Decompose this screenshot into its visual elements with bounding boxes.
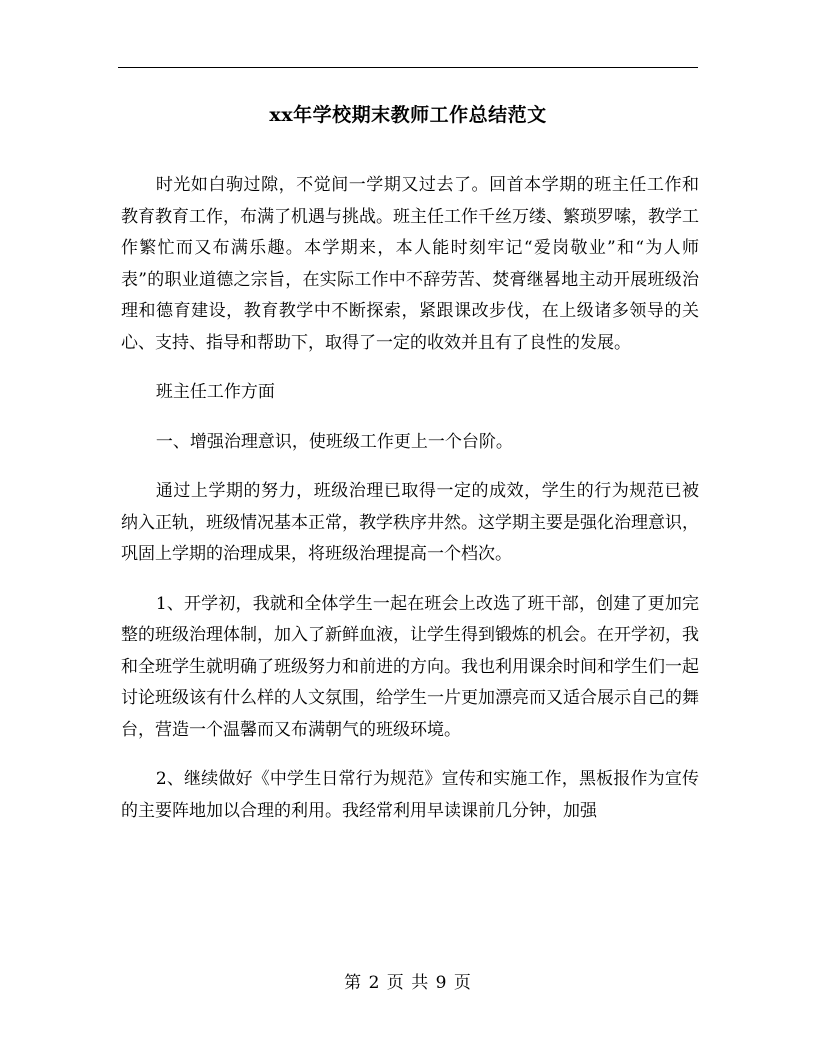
document-title: xx年学校期末教师工作总结范文 — [269, 104, 547, 126]
paragraph-item-two: 2、继续做好《中学生日常行为规范》宣传和实施工作，黑板报作为宣传的主要阵地加以合理的利用。我经常利用早读课前几分钟，加强 — [121, 769, 699, 821]
paragraph-progress: 通过上学期的努力，班级治理已取得一定的成效，学生的行为规范已被纳入正轨，班级情况基本正常，教学秩序井然。这学期主要是强化治理意识，巩固上学期的治理成果，将班级治理提高一个档次。 — [121, 481, 699, 564]
page-number-footer: 第 2 页 共 9 页 — [344, 973, 472, 993]
section-heading: 班主任工作方面 — [155, 382, 275, 402]
document-body — [121, 170, 699, 845]
paragraph-intro: 时光如白驹过隙，不觉间一学期又过去了。回首本学期的班主任工作和教育教育工作，布满了机遇与挑战。班主任工作千丝万缕、繁琐罗嗦，教学工作繁忙而又布满乐趣。本学期来，本人能时刻牢记“爱岗敬业”和“为人师表”的职业道德之宗旨，在实际工作中不辞劳苦、焚膏继晷地主动开展班级治理和德育建设，教育教学中不断探索，紧跟课改步伐，在上级诸多领导的关心、支持、指导和帮助下，取得了一定的收效并且有了良性的发展。 — [121, 175, 699, 353]
subheading-one: 一、增强治理意识，使班级工作更上一个台阶。 — [155, 431, 513, 452]
header-rule — [118, 67, 698, 68]
paragraph-item-one: 1、开学初，我就和全体学生一起在班会上改选了班干部，创建了更加完整的班级治理体制，加入了新鲜血液，让学生得到锻炼的机会。在开学初，我和全班学生就明确了班级努力和前进的方向。我也利用课余时间和学生们一起讨论班级该有什么样的人文氛围，给学生一片更加漂亮而又适合展示自己的舞台，营造一个温馨而又布满朝气的班级环境。 — [121, 593, 699, 740]
